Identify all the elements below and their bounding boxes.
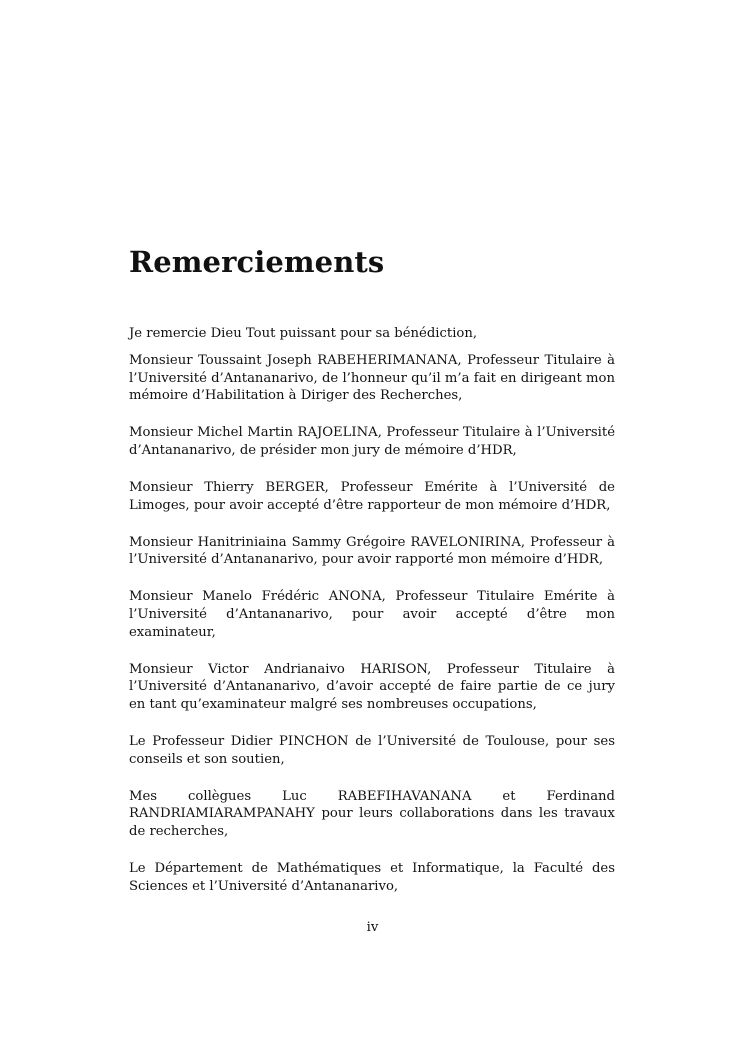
paragraph-ravelonirina: Monsieur Hanitriniaina Sammy Grégoire RAVELONIRINA, Professeur à l’Université d’Antananarivo, pour avoir rapporté mon mémoire d’HDR, [129,534,615,568]
paragraph-thanks-god: Je remercie Dieu Tout puissant pour sa bénédiction, [129,326,478,341]
paragraph-department: Le Département de Mathématiques et Informatique, la Faculté des Sciences et l’Université d’Antananarivo, [129,860,615,894]
page-number: iv [366,920,379,935]
paragraph-rajoelina: Monsieur Michel Martin RAJOELINA, Professeur Titulaire à l’Université d’Antananarivo, de présider mon jury de mémoire d’HDR, [129,425,615,458]
paragraph-rabeherimanana: Monsieur Toussaint Joseph RABEHERIMANANA, Professeur Titulaire à l’Université d’Antananarivo, de l’honneur qu’il m’a fait en dirigeant mon mémoire d’Habilitation à Diriger des Recherches, [129,353,615,404]
paragraph-berger: Monsieur Thierry BERGER, Professeur Emérite à l’Université de Limoges, pour avoir accepté d’être rapporteur de mon mémoire d’HDR, [129,480,615,513]
page-title: Remerciements [129,245,385,279]
paragraph-harison: Monsieur Victor Andrianaivo HARISON, Professeur Titulaire à l’Université d’Antananarivo, d’avoir accepté de faire partie de ce jury en tant qu’examinateur malgré ses nombreuses occupations, [129,661,615,712]
acknowledgements-body [129,325,615,895]
paragraph-pinchon: Le Professeur Didier PINCHON de l’Université de Toulouse, pour ses conseils et son soutien, [129,734,615,767]
paragraph-colleagues: Mes collègues Luc RABEFIHAVANANA et Ferdinand RANDRIAMIARAMPANAHY pour leurs collaborations dans les travaux de recherches, [129,788,615,839]
paragraph-anona: Monsieur Manelo Frédéric ANONA, Professeur Titulaire Emérite à l’Université d’Antananarivo, pour avoir accepté d’être mon examinateur, [129,589,615,640]
